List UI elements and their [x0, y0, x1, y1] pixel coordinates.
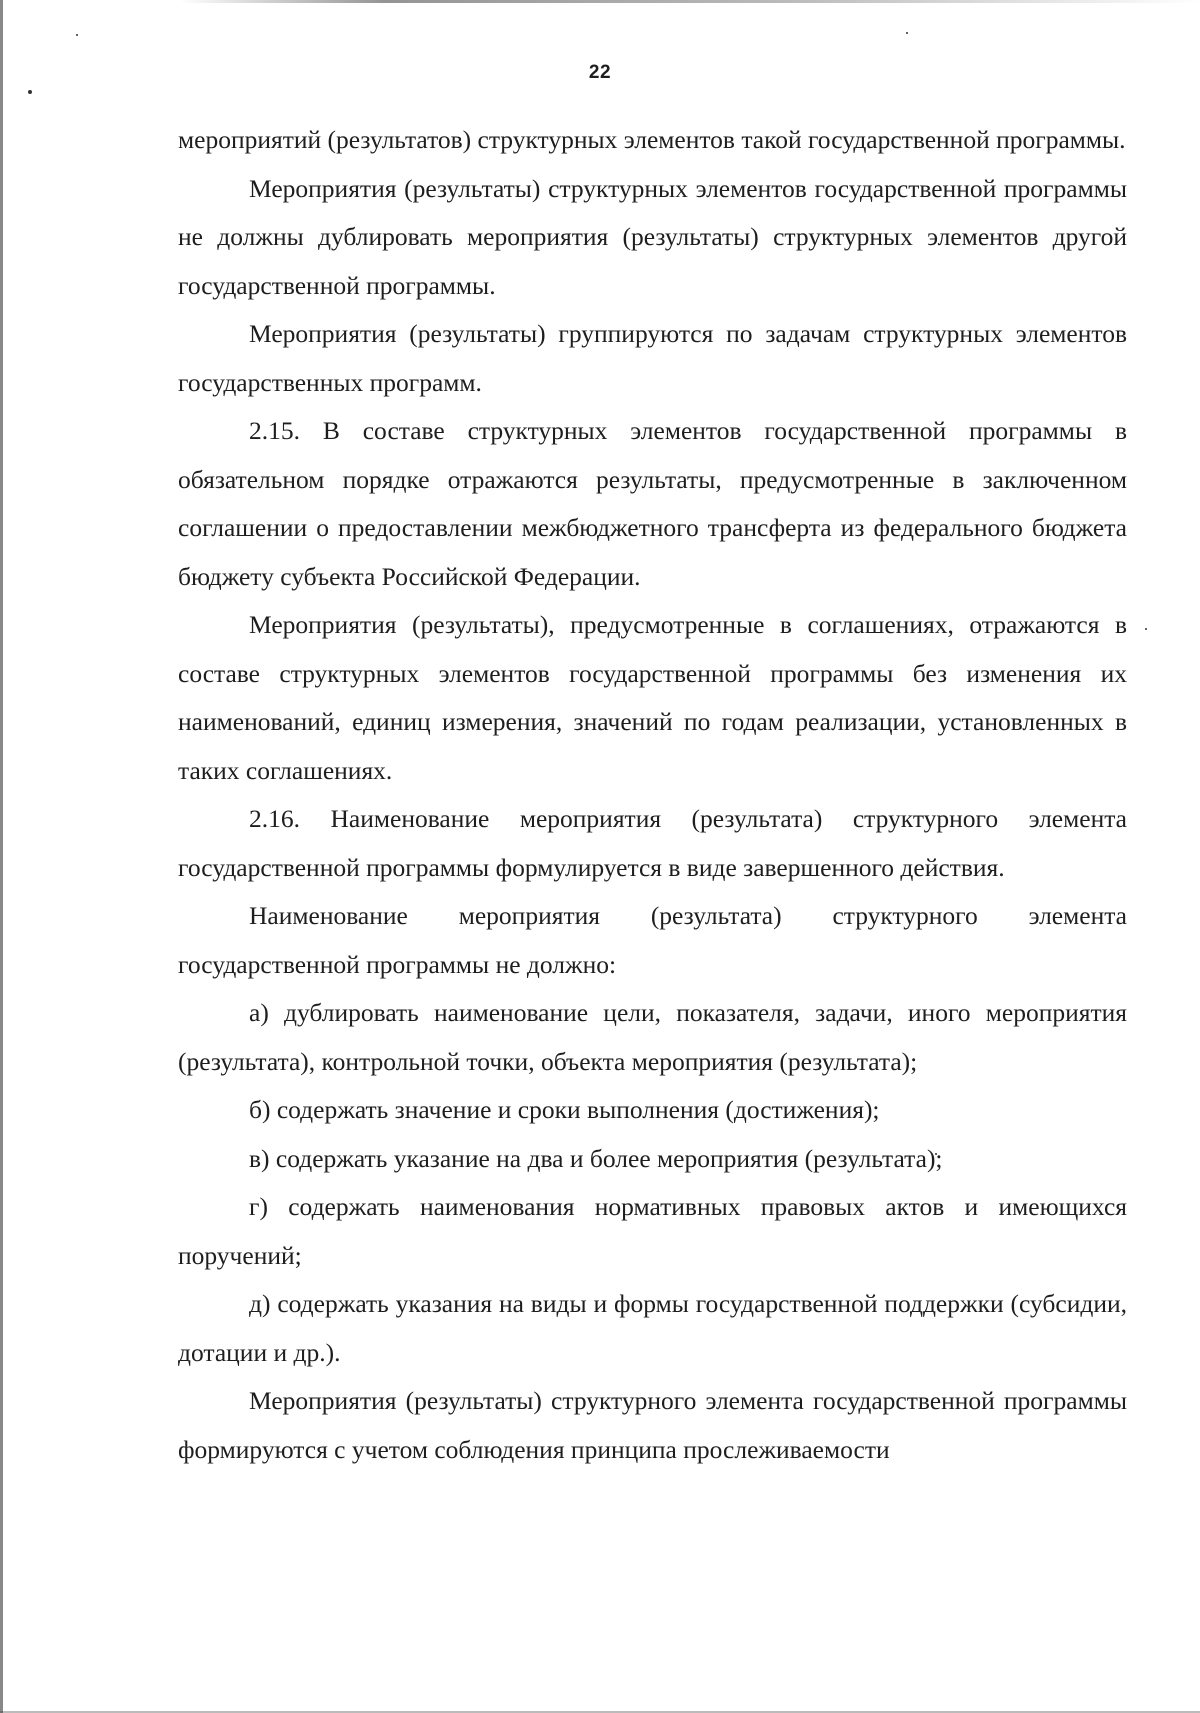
scan-speck [1145, 628, 1147, 630]
page-number: 22 [588, 62, 612, 83]
paragraph: Наименование мероприятия (результата) структурного элемента государственной программы не должно: [178, 901, 1127, 979]
paragraph: мероприятий (результатов) структурных элементов такой государственной программы. [178, 125, 1126, 154]
paragraph: Мероприятия (результаты), предусмотренные в соглашениях, отражаются в составе структурных элементов государственной программы без изменения их наименований, единиц измерения, значений по годам реализации, установленных в таких соглашениях. [178, 610, 1127, 785]
list-item: г) содержать наименования нормативных правовых актов и имеющихся поручений; [178, 1192, 1127, 1270]
list-item: д) содержать указания на виды и формы государственной поддержки (субсидии, дотации и др.). [178, 1289, 1127, 1367]
scan-speck [76, 34, 78, 36]
paragraph: Мероприятия (результаты) структурного элемента государственной программы формируются с учетом соблюдения принципа прослеживаемости [178, 1386, 1127, 1464]
list-item: б) содержать значение и сроки выполнения (достижения); [249, 1095, 880, 1124]
paragraph: 2.15. В составе структурных элементов государственной программы в обязательном порядке отражаются результаты, предусмотренные в заключенном соглашении о предоставлении межбюджетного трансферта из федерального бюджета бюджету субъекта Российской Федерации. [178, 416, 1127, 591]
paragraph: 2.16. Наименование мероприятия (результата) структурного элемента государственной программы формулируется в виде завершенного действия. [178, 804, 1127, 882]
list-item: в) содержать указание на два и более мероприятия (результата); [249, 1143, 943, 1173]
scan-edge-left [0, 0, 3, 1713]
paragraph: Мероприятия (результаты) структурных элементов государственной программы не должны дублировать мероприятия (результаты) структурных элементов другой государственной программы. [178, 173, 1127, 300]
document-body [178, 116, 1127, 1474]
paragraph: Мероприятия (результаты) группируются по задачам структурных элементов государственных программ. [178, 319, 1127, 397]
scan-speck [906, 32, 908, 34]
list-item: а) дублировать наименование цели, показателя, задачи, иного мероприятия (результата), контрольной точки, объекта мероприятия (результата); [178, 998, 1127, 1076]
scan-speck [28, 90, 32, 94]
scan-edge-top [180, 0, 1200, 3]
